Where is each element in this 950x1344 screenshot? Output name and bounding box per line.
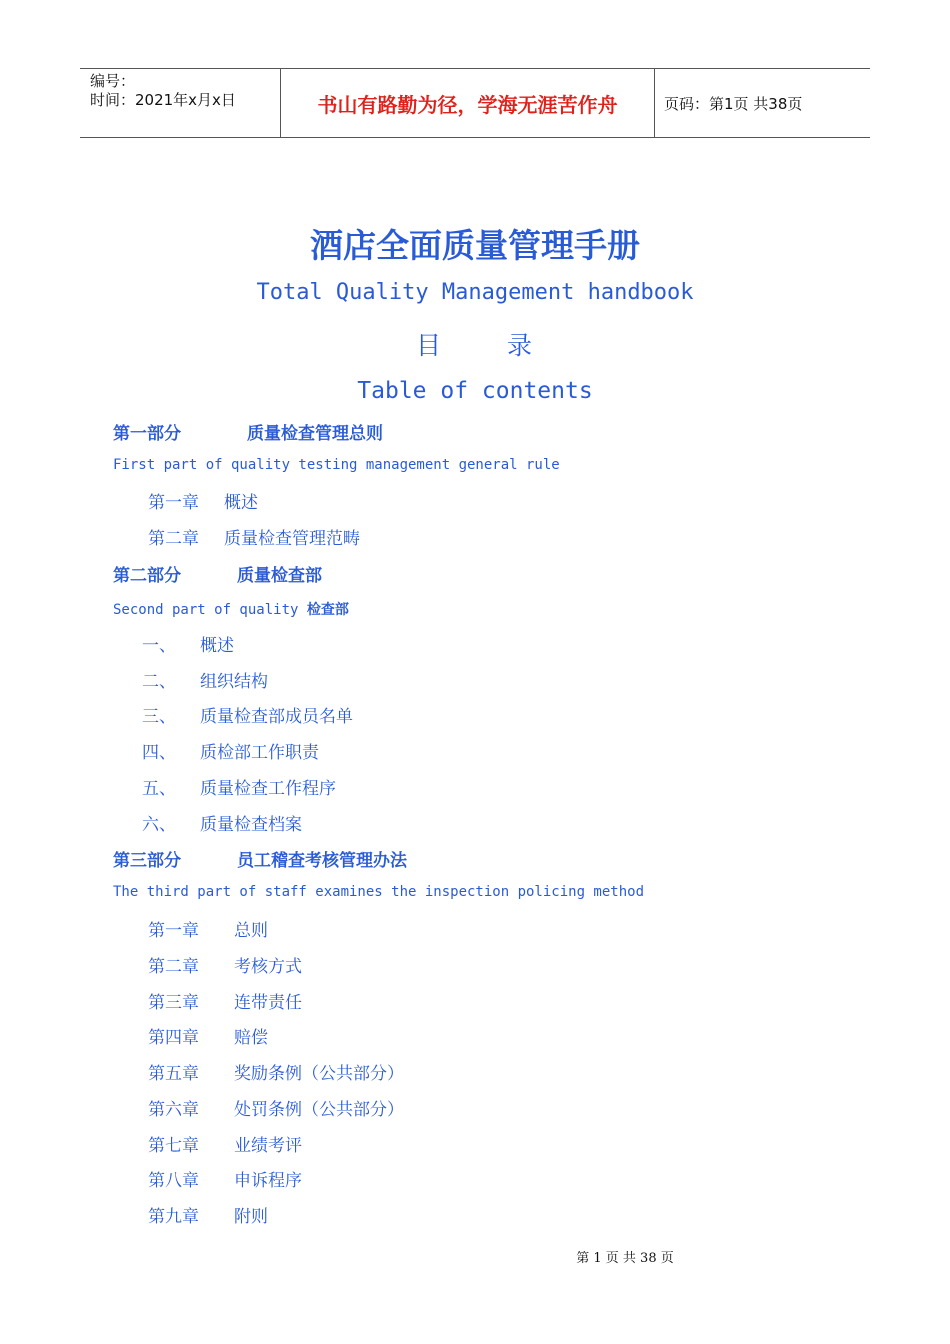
toc-item[interactable] [142,702,353,727]
toc-item[interactable] [148,488,258,513]
toc-item[interactable] [148,1202,268,1227]
chapter-number: 第一章 [148,493,199,513]
toc-heading-char-1: 目 [415,331,443,360]
toc-item[interactable] [148,916,268,941]
toc-item[interactable] [148,952,302,977]
toc-item[interactable] [148,988,302,1013]
chapter-number: 第四章 [148,1028,199,1048]
chapter-title: 质量检查管理范畴 [224,529,360,549]
part-title: 员工稽查考核管理办法 [237,851,407,871]
toc-item[interactable] [142,667,268,692]
chapter-number: 第五章 [148,1064,199,1084]
header-motto: 书山有路勤为径，学海无涯苦作舟 [281,69,655,137]
toc-item[interactable] [148,1131,302,1156]
section-title: 质量检查部成员名单 [200,707,353,727]
chapter-number: 第九章 [148,1207,199,1227]
chapter-title: 概述 [224,493,258,513]
section-number: 二、 [142,672,176,692]
toc-heading-en: Table of contents [357,378,593,404]
toc-part-3[interactable] [113,846,407,871]
document-title-cn: 酒店全面质量管理手册 [310,226,640,265]
section-number: 三、 [142,707,176,727]
toc-item[interactable] [148,524,360,549]
toc-part-1-en: First part of quality testing management general rule [113,457,560,473]
toc-item[interactable] [148,1166,302,1191]
section-number: 五、 [142,779,176,799]
toc-heading-cn [0,326,950,362]
toc-item[interactable] [148,1023,268,1048]
toc-item[interactable] [148,1095,404,1120]
section-title: 质量检查工作程序 [200,779,336,799]
part-label: 第三部分 [113,851,181,871]
part-title: 质量检查管理总则 [247,424,383,444]
toc-item[interactable] [142,631,234,656]
section-number: 四、 [142,743,176,763]
part-en-text: Second part of quality [113,602,299,618]
part-title: 质量检查部 [237,566,322,586]
page-header [80,68,870,138]
chapter-title: 申诉程序 [234,1171,302,1191]
chapter-title: 连带责任 [234,993,302,1013]
toc-part-2-en [113,599,349,619]
section-title: 概述 [200,636,234,656]
code-label: 编号： [90,72,136,90]
section-title: 质检部工作职责 [200,743,319,763]
toc-item[interactable] [142,738,319,763]
toc-item[interactable] [148,1059,404,1084]
part-label: 第一部分 [113,424,181,444]
section-title: 组织结构 [200,672,268,692]
document-title-en: Total Quality Management handbook [256,280,694,305]
section-number: 六、 [142,815,176,835]
toc-part-1[interactable] [113,419,383,444]
chapter-title: 处罚条例（公共部分） [234,1100,404,1120]
chapter-number: 第八章 [148,1171,199,1191]
part-en-suffix: 检查部 [306,602,349,618]
chapter-title: 总则 [234,921,268,941]
header-meta [80,69,281,137]
chapter-title: 奖励条例（公共部分） [234,1064,404,1084]
section-number: 一、 [142,636,176,656]
toc-part-2[interactable] [113,561,322,586]
chapter-title: 附则 [234,1207,268,1227]
chapter-number: 第三章 [148,993,199,1013]
toc-heading-char-2: 录 [507,331,535,360]
section-title: 质量检查档案 [200,815,302,835]
chapter-number: 第七章 [148,1136,199,1156]
header-page-number: 页码：第1页 共38页 [664,94,803,113]
part-label: 第二部分 [113,566,181,586]
date-label: 时间：2021年x月x日 [90,91,236,109]
chapter-title: 考核方式 [234,957,302,977]
chapter-number: 第六章 [148,1100,199,1120]
toc-item[interactable] [142,774,336,799]
chapter-number: 第二章 [148,529,199,549]
chapter-number: 第二章 [148,957,199,977]
page-footer: 第 1 页 共 38 页 [576,1251,674,1266]
toc-item[interactable] [142,810,302,835]
chapter-number: 第一章 [148,921,199,941]
toc-part-3-en: The third part of staff examines the inspection policing method [113,884,645,900]
chapter-title: 业绩考评 [234,1136,302,1156]
chapter-title: 赔偿 [234,1028,268,1048]
